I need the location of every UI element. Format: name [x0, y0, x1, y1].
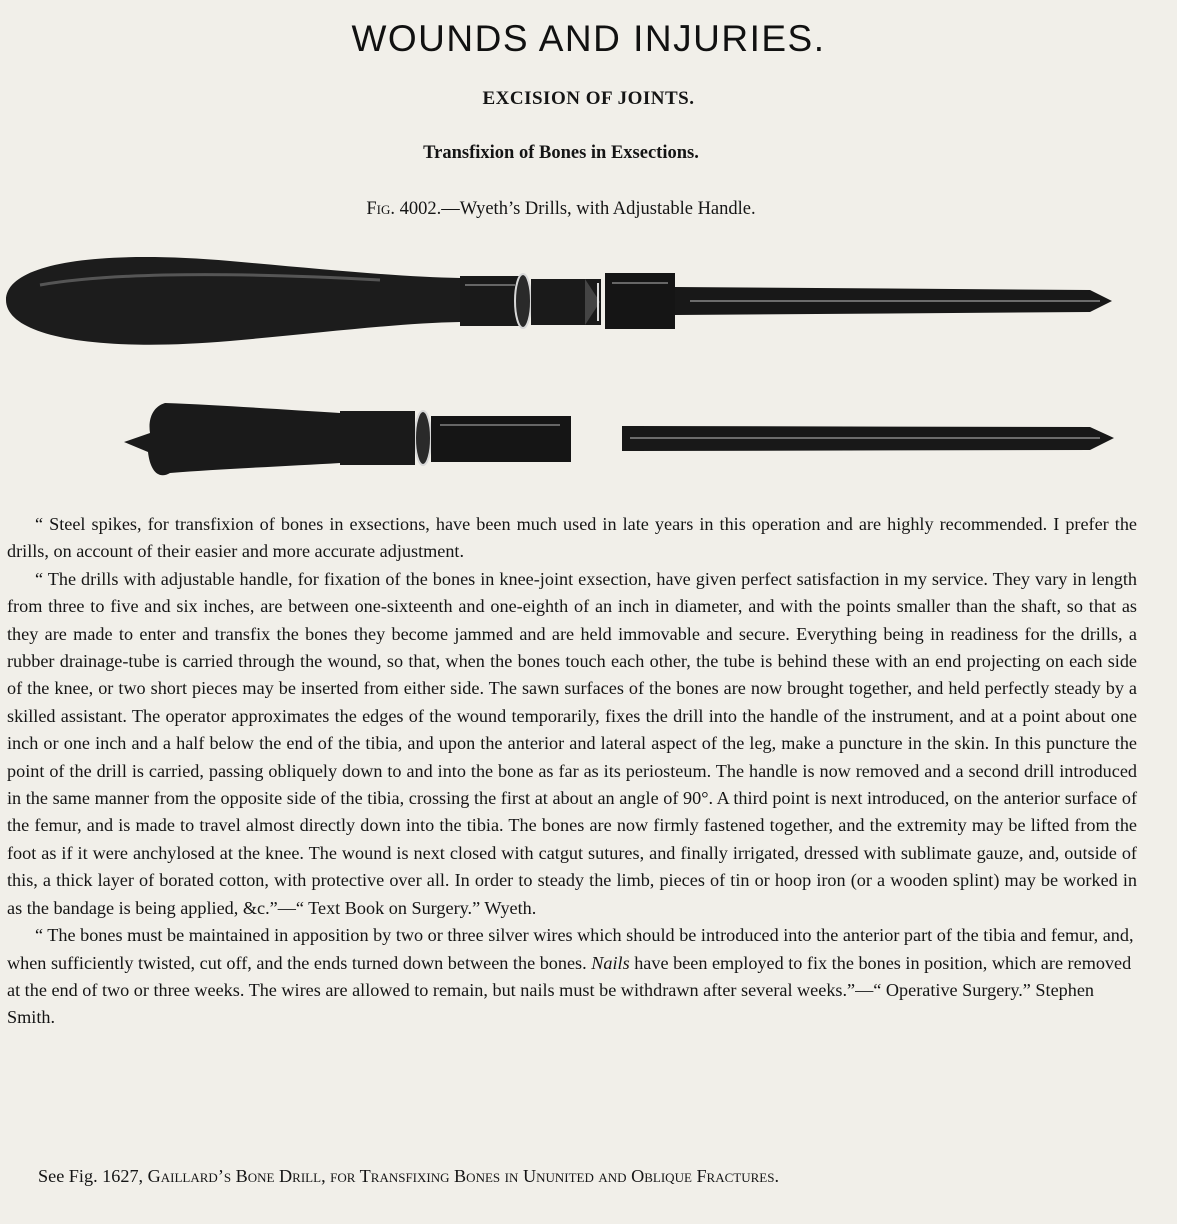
- drills-illustration: [0, 255, 1177, 480]
- figure-caption: [0, 199, 1122, 220]
- handle-collar: [460, 276, 520, 326]
- figure-caption-text: —Wyeth’s Drills, with Adjustable Handle.: [441, 199, 756, 219]
- handle-ring: [415, 411, 431, 465]
- paragraph: [7, 922, 1137, 1032]
- paragraph-rest: have been employed to fix the bones in position, which are removed at the end of two or three weeks. The wires are allowed to remain, but nails must be withdrawn after several weeks.”—“ Operative Surgery.” Stephen Smith.: [7, 952, 1132, 1028]
- see-also-prefix: See Fig. 1627,: [38, 1166, 144, 1186]
- body-text: [7, 511, 1137, 1032]
- paragraph: “ Steel spikes, for transfixion of bones in exsections, have been much used in late years in this operation and are highly recommended. I prefer the drills, on account of their easier and more accurate adjustment.: [7, 514, 1137, 562]
- detached-drill-bit: [622, 426, 1114, 451]
- handle-bulb: [6, 257, 460, 345]
- paragraph: “ The drills with adjustable handle, for fixation of the bones in knee-joint exsection, have given perfect satisfaction in my service. They vary in length from three to five and six inches, are between one-sixteenth and one-eighth of an inch in diameter, and with the points smaller than the shaft, so that as they are made to enter and transfix the bones they become jammed and are held immovable and secure. Everything being in readiness for the drills, a rubber drainage-tube is carried through the wound, so that, when the bones touch each other, the tube is behind these with an end projecting on each side of the knee, or two short pieces may be inserted from either side. The sawn surfaces of the bones are now brought together, and held perfectly steady by a skilled assistant. The operator approximates the edges of the wound temporarily, fixes the drill into the handle of the instrument, and at a point about one inch or one inch and a half below the end of the tibia, and upon the anterior and lateral aspect of the leg, make a puncture in the skin. In this puncture the point of the drill is carried, passing obliquely down to and into the bone as far as its periosteum. The handle is now removed and a second drill introduced in the same manner from the opposite side of the tibia, crossing the first at about an angle of 90°. A third point is next introduced, on the anterior surface of the femur, and is made to travel almost directly down into the tibia. The bones are now firmly fastened together, and the extremity may be lifted from the foot as if it were anchylosed at the knee. The wound is next closed with catgut sutures, and finally irrigated, dressed with sublimate gauze, and, outside of this, a thick layer of borated cotton, with protective over all. In order to steady the limb, pieces of tin or hoop iron (or a wooden splint) may be worked in as the bandage is being applied, &c.”—“ Text Book on Surgery.” Wyeth.: [7, 568, 1137, 918]
- figure-label: Fig. 4002.: [366, 199, 442, 219]
- collar-ring: [515, 274, 531, 328]
- chapter-subtitle: EXCISION OF JOINTS.: [482, 88, 695, 109]
- italic-term: Nails: [591, 952, 630, 973]
- see-also-note: [7, 1166, 1137, 1187]
- section-heading: Transfixion of Bones in Exsections.: [423, 143, 699, 163]
- paragraph-lead: “ The bones must be maintained in apposition by two or three silver wires which should be introduced into the anterior part of the tibia and femur, and, when sufficiently twisted, cut off, and the ends turned down between the bones.: [7, 925, 1134, 973]
- chuck-sleeve: [605, 273, 675, 329]
- disassembled-handle: [124, 403, 571, 475]
- see-also-text: Gaillard’s Bone Drill, for Transfixing Bones in Ununited and Oblique Fractures.: [147, 1166, 780, 1186]
- page-title: WOUNDS AND INJURIES.: [351, 18, 826, 59]
- assembled-drill: [6, 257, 1112, 345]
